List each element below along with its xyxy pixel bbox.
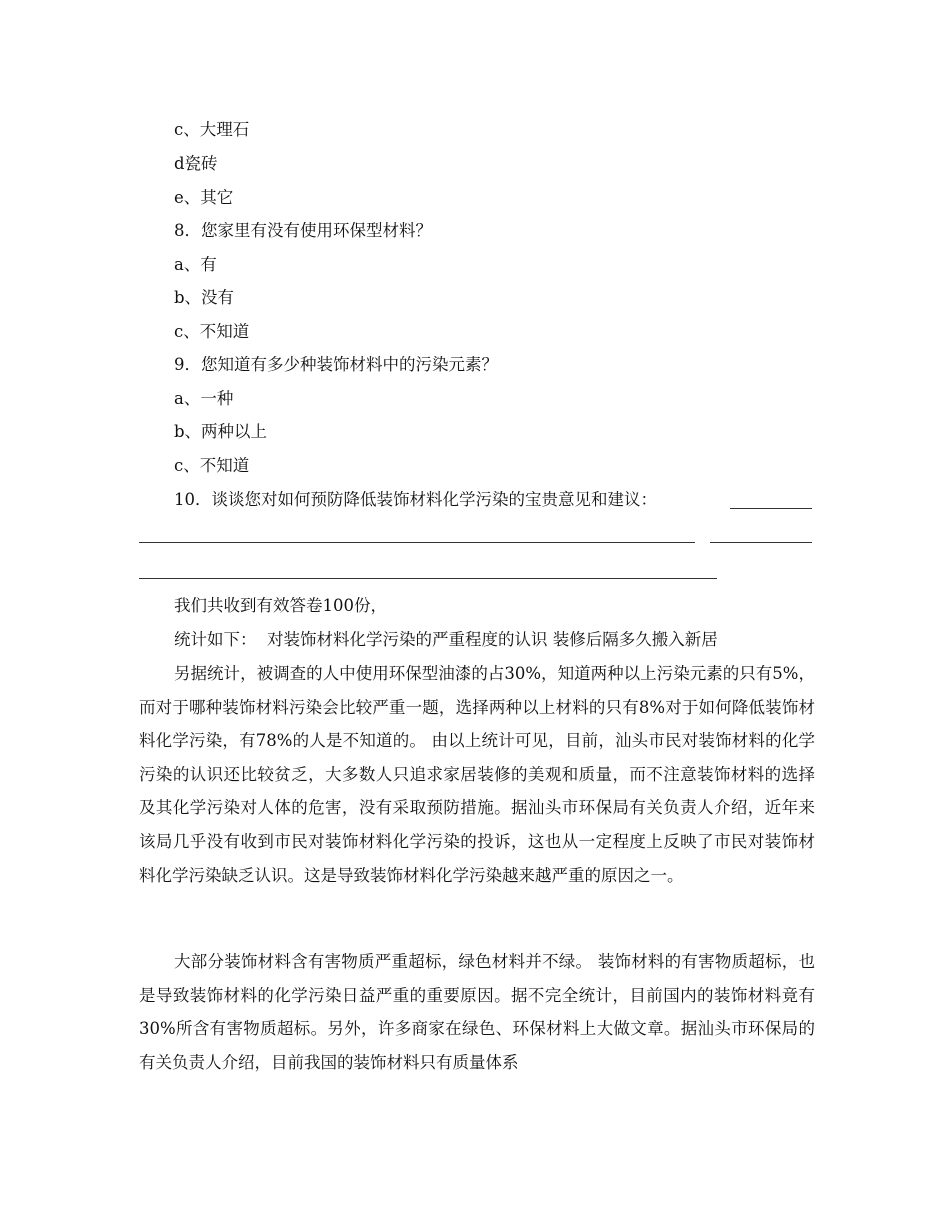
- paragraph-harmful-materials: 大部分装饰材料含有害物质严重超标，绿色材料并不绿。 装饰材料的有害物质超标，也是导致装饰材料的化学污染日益严重的重要原因。据不完全统计，目前国内的装饰材料竟有30%所含有害物质超标。另外，许多商家在绿色、环保材料上大做文章。据汕头市环保局的有关负责人介绍，目前我国的装饰材料只有质量体系: [139, 952, 815, 1072]
- q8-option-c: c、不知道: [174, 322, 250, 341]
- q9-option-c: c、不知道: [174, 456, 250, 475]
- received-count-text: 我们共收到有效答卷100份，: [174, 596, 387, 615]
- statistics-heading: 统计如下： 对装饰材料化学污染的严重程度的认识 装修后隔多久搬入新居: [174, 630, 718, 649]
- q8-question: 8．您家里有没有使用环保型材料？: [174, 221, 432, 240]
- q7-option-d: d瓷砖: [174, 154, 218, 173]
- q9-option-a: a、一种: [174, 389, 234, 408]
- answer-blank-line-2: [139, 542, 695, 543]
- q7-option-c: c、大理石: [174, 120, 250, 139]
- q10-question: 10．谈谈您对如何预防降低装饰材料化学污染的宝贵意见和建议：: [174, 490, 657, 509]
- q9-question: 9．您知道有多少种装饰材料中的污染元素？: [174, 355, 498, 374]
- q8-option-a: a、有: [174, 255, 217, 274]
- answer-blank-line-1: [730, 508, 812, 509]
- answer-blank-line-3: [710, 542, 812, 543]
- paragraph-statistics-analysis: 另据统计，被调查的人中使用环保型油漆的占30%，知道两种以上污染元素的只有5%，而对于哪种装饰材料污染会比较严重一题，选择两种以上材料的只有8%对于如何降低装饰材料化学污染，有78%的人是不知道的。 由以上统计可见，目前，汕头市民对装饰材料的化学污染的认识还比较贫乏，大多数人只追求家居装修的美观和质量，而不注意装饰材料的选择及其化学污染对人体的危害，没有采取预防措施。据汕头市环保局有关负责人介绍，近年来该局几乎没有收到市民对装饰材料化学污染的投诉，这也从一定程度上反映了市民对装饰材料化学污染缺乏认识。这是导致装饰材料化学污染越来越严重的原因之一。: [139, 664, 815, 885]
- answer-blank-line-4: [139, 578, 717, 579]
- q8-option-b: b、没有: [174, 288, 235, 307]
- q7-option-e: e、其它: [174, 188, 234, 207]
- q9-option-b: b、两种以上: [174, 422, 268, 441]
